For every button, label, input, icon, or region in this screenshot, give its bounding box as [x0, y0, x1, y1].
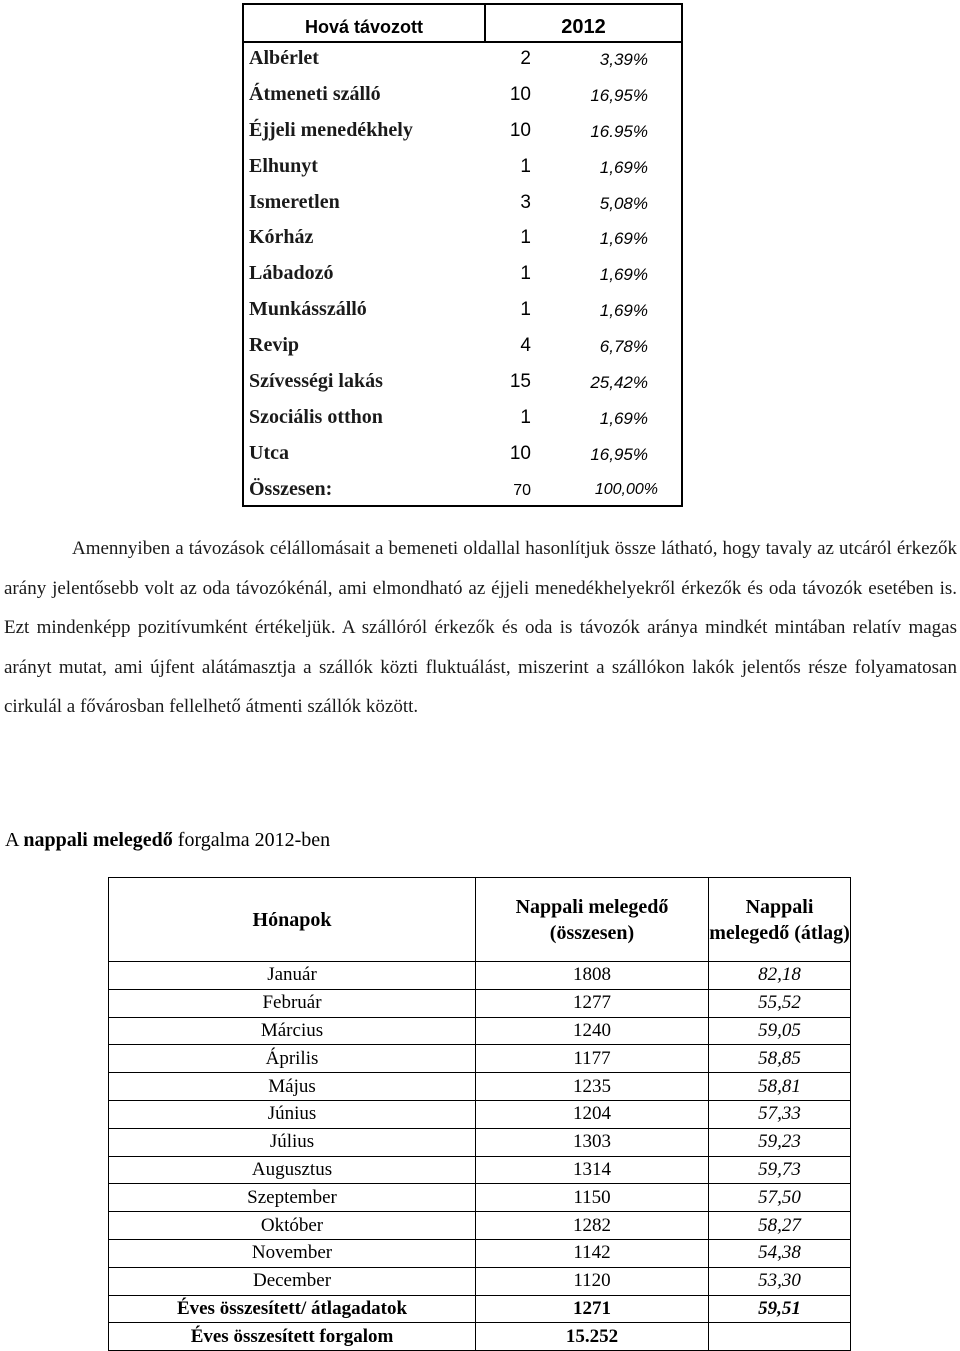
- table-row: [244, 260, 681, 296]
- row-percent: 16.95%: [590, 121, 648, 141]
- cell-month: Március: [109, 1017, 476, 1045]
- table-row: [109, 1184, 851, 1212]
- header-average: Nappali melegedő (átlag): [709, 878, 851, 962]
- table-row: [109, 1267, 851, 1295]
- cell-month: Január: [109, 962, 476, 990]
- row-destination: Elhunyt: [249, 154, 318, 177]
- cell-average: 82,18: [709, 962, 851, 990]
- analysis-paragraph: Amennyiben a távozások célállomásait a bemeneti oldallal hasonlítjuk össze látható, hogy tavaly az utcáról érkezők arány jelentősebb volt az oda távozókénál, ami elmondható az éjjeli menedékhelyekről érkezők és oda távozók esetében is. Ezt mindenképp pozitívumként értékeljük. A szállóról érkezők és oda is távozók aránya mindkét mintában relatív magas arányt mutat, ami újfent alátámasztja a szállók közti fluktuálást, miszerint a szállókon lakók jelentős része folyamatosan cirkulál a fővárosban fellelhető átmenti szállók között.: [4, 538, 957, 718]
- summary-average: 59,51: [709, 1295, 851, 1323]
- row-destination: Szociális otthon: [249, 405, 383, 428]
- cell-average: 59,05: [709, 1017, 851, 1045]
- cell-average: 58,27: [709, 1212, 851, 1240]
- cell-total: 1142: [476, 1239, 709, 1267]
- row-count: 4: [520, 335, 531, 357]
- cell-average: 57,33: [709, 1100, 851, 1128]
- row-count: 1: [520, 406, 531, 428]
- cell-total: 1204: [476, 1100, 709, 1128]
- row-destination: Ismeretlen: [249, 190, 340, 213]
- cell-month: Június: [109, 1100, 476, 1128]
- table-row: [109, 1017, 851, 1045]
- cell-month: Február: [109, 989, 476, 1017]
- row-percent: 5,08%: [599, 193, 648, 213]
- final-label: Éves összesített forgalom: [109, 1323, 476, 1351]
- table-row: [244, 440, 681, 476]
- header-months: Hónapok: [109, 878, 476, 962]
- table-row: [244, 332, 681, 368]
- cell-average: 55,52: [709, 989, 851, 1017]
- row-count: 1: [520, 263, 531, 285]
- heading-bold: nappali melegedő: [23, 829, 173, 851]
- cell-month: Július: [109, 1128, 476, 1156]
- cell-total: 1277: [476, 989, 709, 1017]
- departures-rows: [244, 45, 681, 512]
- cell-month: December: [109, 1267, 476, 1295]
- row-destination: Összesen:: [249, 477, 333, 500]
- row-percent: 1,69%: [599, 408, 648, 428]
- cell-month: November: [109, 1239, 476, 1267]
- day-shelter-table: [108, 877, 851, 1351]
- row-count: 3: [520, 191, 531, 213]
- row-percent: 100,00%: [594, 480, 658, 498]
- summary-total: 1271: [476, 1295, 709, 1323]
- row-destination: Szívességi lakás: [249, 370, 383, 393]
- row-destination: Utca: [249, 441, 289, 464]
- table-row: [109, 989, 851, 1017]
- table-row: [244, 476, 681, 512]
- departures-table: [242, 3, 683, 507]
- table-row: [109, 1156, 851, 1184]
- row-destination: Átmeneti szálló: [249, 82, 381, 105]
- cell-average: 59,23: [709, 1128, 851, 1156]
- row-count: 1: [520, 155, 531, 177]
- cell-total: 1303: [476, 1128, 709, 1156]
- table-row: [244, 404, 681, 440]
- table-row: [244, 296, 681, 332]
- row-count: 2: [520, 48, 531, 69]
- cell-month: Augusztus: [109, 1156, 476, 1184]
- row-destination: Albérlet: [249, 47, 319, 69]
- row-count: 10: [509, 83, 531, 105]
- row-percent: 25,42%: [590, 373, 648, 393]
- table-row: [109, 1239, 851, 1267]
- row-percent: 3,39%: [599, 50, 648, 69]
- row-percent: 1,69%: [599, 265, 648, 285]
- cell-total: 1240: [476, 1017, 709, 1045]
- row-percent: 1,69%: [599, 301, 648, 321]
- table-row: [244, 117, 681, 153]
- cell-month: Április: [109, 1045, 476, 1073]
- row-destination: Kórház: [249, 226, 314, 249]
- cell-average: 58,85: [709, 1045, 851, 1073]
- final-row: [109, 1323, 851, 1351]
- cell-average: 59,73: [709, 1156, 851, 1184]
- row-count: 15: [509, 371, 531, 393]
- table-row: [244, 153, 681, 189]
- row-destination: Éjjeli menedékhely: [249, 118, 413, 141]
- cell-month: Május: [109, 1073, 476, 1101]
- table-row: [109, 1212, 851, 1240]
- table-row: [109, 1100, 851, 1128]
- row-count: 1: [520, 227, 531, 249]
- row-destination: Munkásszálló: [249, 298, 367, 321]
- cell-total: 1235: [476, 1073, 709, 1101]
- table-row: [244, 81, 681, 117]
- table-row: [109, 962, 851, 990]
- cell-total: 1808: [476, 962, 709, 990]
- departures-header-year: 2012: [561, 16, 606, 38]
- row-percent: 1,69%: [599, 229, 648, 249]
- cell-average: 57,50: [709, 1184, 851, 1212]
- row-percent: 6,78%: [599, 337, 648, 357]
- row-count: 70: [513, 481, 531, 499]
- cell-average: 54,38: [709, 1239, 851, 1267]
- table-row: [109, 1073, 851, 1101]
- row-destination: Lábadozó: [249, 262, 334, 285]
- departures-header-destination: Hová távozott: [304, 17, 423, 37]
- row-percent: 1,69%: [599, 157, 648, 177]
- row-count: 10: [509, 442, 531, 464]
- heading-prefix: A: [5, 829, 24, 851]
- table-row: [244, 368, 681, 404]
- table-row: [109, 1128, 851, 1156]
- cell-total: 1150: [476, 1184, 709, 1212]
- row-count: 1: [520, 299, 531, 321]
- table-row: [244, 45, 681, 81]
- row-destination: Revip: [249, 334, 299, 357]
- cell-month: Október: [109, 1212, 476, 1240]
- cell-total: 1177: [476, 1045, 709, 1073]
- cell-total: 1314: [476, 1156, 709, 1184]
- row-percent: 16,95%: [590, 444, 648, 464]
- row-percent: 16,95%: [590, 85, 648, 105]
- row-count: 10: [509, 119, 531, 141]
- section-heading: [5, 829, 330, 852]
- table-row: [109, 1045, 851, 1073]
- summary-row: [109, 1295, 851, 1323]
- table-row: [244, 189, 681, 225]
- header-total: Nappali melegedő (összesen): [476, 878, 709, 962]
- final-empty: [709, 1323, 851, 1351]
- cell-total: 1120: [476, 1267, 709, 1295]
- final-total: 15.252: [476, 1323, 709, 1351]
- table-row: [244, 224, 681, 260]
- cell-total: 1282: [476, 1212, 709, 1240]
- heading-suffix: forgalma 2012-ben: [172, 829, 331, 851]
- cell-average: 58,81: [709, 1073, 851, 1101]
- cell-month: Szeptember: [109, 1184, 476, 1212]
- header-underline: [244, 41, 681, 43]
- summary-label: Éves összesített/ átlagadatok: [109, 1295, 476, 1323]
- cell-average: 53,30: [709, 1267, 851, 1295]
- table-header-row: [109, 878, 851, 962]
